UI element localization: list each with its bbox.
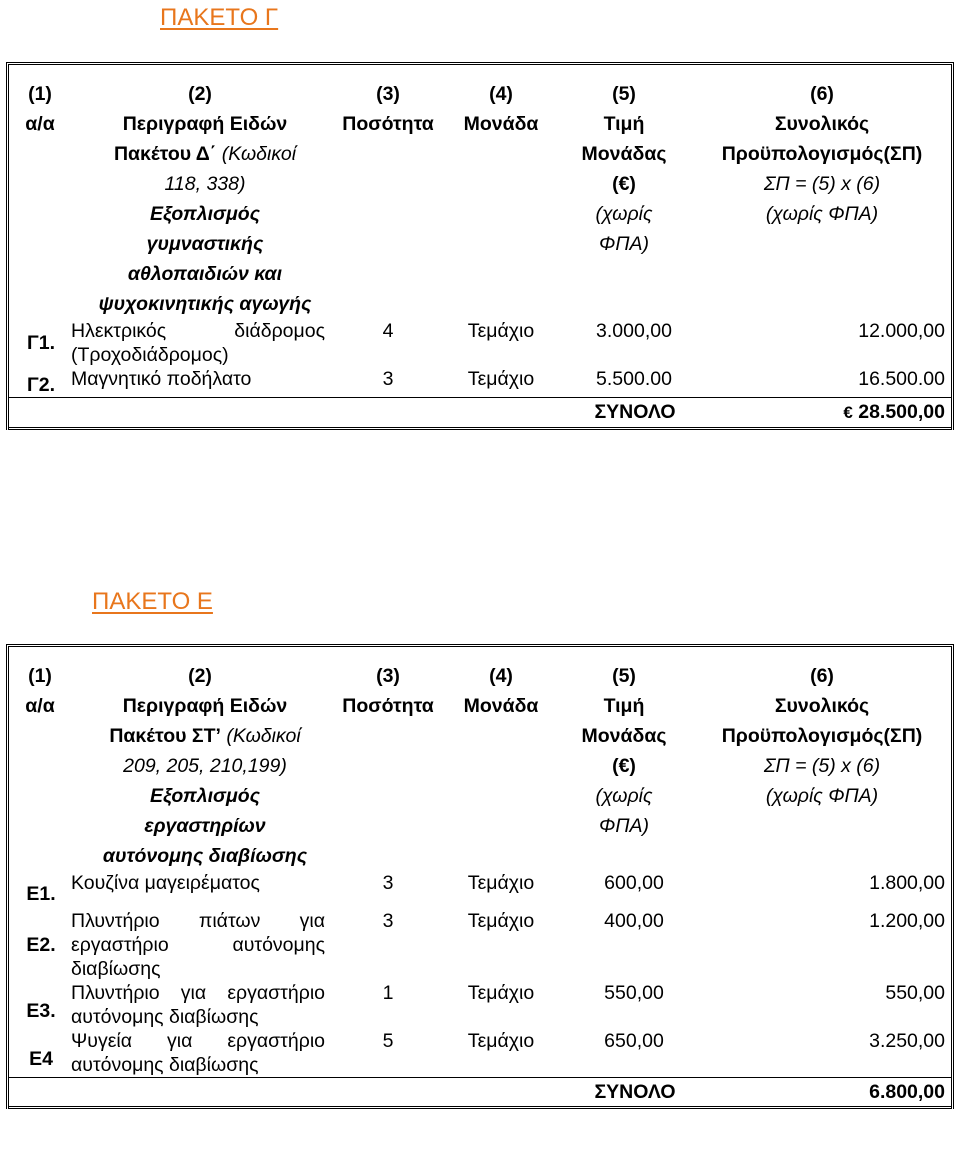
header-unit: Μονάδα [463,695,539,717]
header-total [693,109,951,319]
header-aa: α/α [25,113,55,135]
section-g-table [6,62,954,430]
header-total-line: Συνολικός [774,695,870,717]
header-total-line: Συνολικός [774,113,870,135]
table-row [9,1029,951,1078]
header-row [9,691,951,871]
row-total: 16.500.00 [858,368,945,390]
header-desc-line: εργαστηρίων [144,815,266,837]
row-total: 550,00 [885,982,945,1004]
table-row [9,909,951,981]
row-code: Γ1. [27,332,55,354]
sum-label: ΣΥΝΟΛΟ [555,398,693,429]
header-desc-line: Περιγραφή Ειδών [122,113,288,135]
col-num-5: (5) [612,83,636,105]
col-num-3: (3) [376,665,400,687]
header-desc-line: γυμναστικής [146,233,264,255]
header-description [71,109,329,319]
header-price-line: (χωρίς [595,785,653,807]
row-code: Ε3. [26,1000,56,1022]
row-unit: Τεμάχιο [467,320,535,342]
header-desc-line: Περιγραφή Ειδών [122,695,288,717]
sum-value: 6.800,00 [693,1078,951,1108]
header-price-line: Τιμή [603,113,645,135]
col-num-3: (3) [376,83,400,105]
col-num-6: (6) [810,665,834,687]
row-description: Κουζίνα μαγειρέματος [71,872,260,894]
row-quantity: 3 [382,872,394,894]
row-total: 3.250,00 [869,1030,945,1052]
table-row [9,871,951,909]
col-num-2: (2) [188,83,212,105]
row-code: Ε4 [29,1048,53,1070]
col-num-4: (4) [489,665,513,687]
row-price: 3.000,00 [596,320,672,342]
header-price-line: ΦΠΑ) [599,233,649,255]
row-quantity: 4 [382,320,394,342]
col-num-2: (2) [188,665,212,687]
col-num-6: (6) [810,83,834,105]
header-price-line: (€) [612,755,636,777]
row-price: 400,00 [604,910,664,932]
section-e-title: ΠΑΚΕΤΟ Ε [92,588,213,615]
header-desc-line: (Κωδικοί [226,725,301,747]
header-total [693,691,951,871]
header-price-line: ΦΠΑ) [599,815,649,837]
header-desc-line: Πακέτου Δ΄ [113,143,217,165]
row-description: Πλυντήριο πιάτων για εργαστήριο αυτόνομης διαβίωσης [71,910,325,980]
row-description: Ψυγεία για εργαστήριο αυτόνομης διαβίωσης [71,1030,325,1076]
header-price-line: Μονάδας [581,725,667,747]
header-desc-line: ψυχοκινητικής αγωγής [98,293,312,315]
header-price-line: (€) [612,173,636,195]
header-price [555,109,693,319]
header-total-line: ΣΠ = (5) x (6) [763,173,881,195]
row-code: Ε2. [26,934,56,956]
sum-value [693,398,951,429]
sum-row [9,1078,951,1108]
row-description: Ηλεκτρικός διάδρομος (Τροχοδιάδρομος) [71,320,325,366]
header-total-line: Προϋπολογισμός(ΣΠ) [721,725,923,747]
header-row [9,109,951,319]
header-total-line: (χωρίς ΦΠΑ) [765,203,879,225]
row-unit: Τεμάχιο [467,872,535,894]
header-desc-line: αυτόνομης διαβίωσης [102,845,308,867]
header-total-line: Προϋπολογισμός(ΣΠ) [721,143,923,165]
row-unit: Τεμάχιο [467,982,535,1004]
table-row [9,319,951,367]
header-quantity: Ποσότητα [342,113,434,135]
row-quantity: 3 [382,368,394,390]
header-total-line: (χωρίς ΦΠΑ) [765,785,879,807]
col-num-4: (4) [489,83,513,105]
euro-sign: € [843,403,853,422]
row-quantity: 1 [382,982,394,1004]
header-desc-line: Πακέτου ΣΤ’ [109,725,221,747]
row-quantity: 5 [382,1030,394,1052]
header-desc-line: Εξοπλισμός [149,203,261,225]
section-e-table [6,644,954,1109]
header-desc-line: 118, 338) [164,173,246,195]
header-desc-line: Εξοπλισμός [149,785,261,807]
row-price: 650,00 [604,1030,664,1052]
row-unit: Τεμάχιο [467,1030,535,1052]
col-num-1: (1) [28,83,52,105]
table-row [9,367,951,398]
row-price: 5.500.00 [596,368,672,390]
row-unit: Τεμάχιο [467,368,535,390]
col-num-5: (5) [612,665,636,687]
header-quantity: Ποσότητα [342,695,434,717]
table-row [9,981,951,1029]
col-num-1: (1) [28,665,52,687]
header-price [555,691,693,871]
row-price: 600,00 [604,872,664,894]
row-code: Ε1. [26,883,56,905]
header-numbers-row [9,647,951,691]
row-quantity: 3 [382,910,394,932]
header-price-line: Μονάδας [581,143,667,165]
row-total: 1.200,00 [869,910,945,932]
row-description: Μαγνητικό ποδήλατο [71,368,252,390]
row-total: 12.000,00 [858,320,945,342]
header-price-line: Τιμή [603,695,645,717]
header-total-line: ΣΠ = (5) x (6) [763,755,881,777]
header-numbers-row [9,65,951,109]
row-code: Γ2. [27,374,55,396]
sum-label: ΣΥΝΟΛΟ [555,1078,693,1108]
row-total: 1.800,00 [869,872,945,894]
section-g-title: ΠΑΚΕΤΟ Γ [160,4,279,31]
row-description: Πλυντήριο για εργαστήριο αυτόνομης διαβίωσης [71,982,325,1028]
row-unit: Τεμάχιο [467,910,535,932]
header-unit: Μονάδα [463,113,539,135]
header-desc-line: (Κωδικοί [221,143,297,165]
header-description [71,691,329,871]
header-desc-line: 209, 205, 210,199) [123,755,287,777]
row-price: 550,00 [604,982,664,1004]
sum-row [9,398,951,429]
sum-value-text: 28.500,00 [858,401,945,423]
header-aa: α/α [25,695,55,717]
header-price-line: (χωρίς [595,203,653,225]
header-desc-line: αθλοπαιδιών και [127,263,283,285]
